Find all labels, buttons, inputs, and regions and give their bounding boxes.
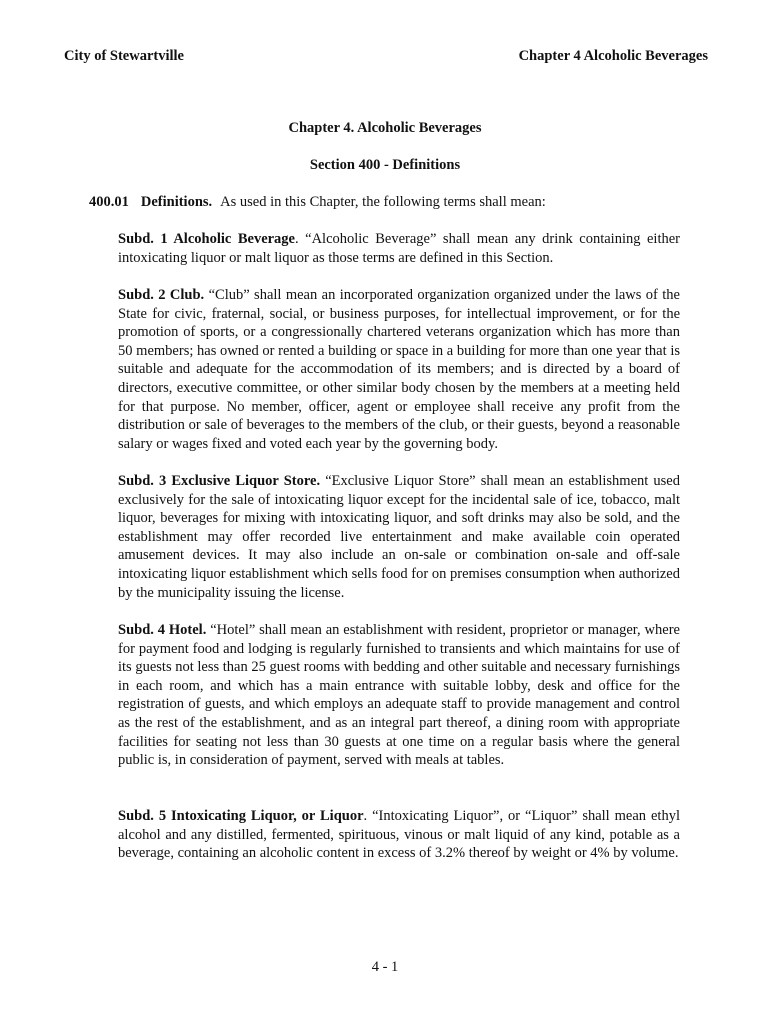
subdivision-alcoholic-beverage (118, 230, 680, 267)
intro-text: As used in this Chapter, the following terms shall mean: (220, 194, 546, 210)
subdivision-label: Subd. 3 Exclusive Liquor Store. (118, 473, 321, 489)
subdivision-text: . “Alcoholic Beverage” shall mean any drink containing either intoxicating liquor or malt liquor as those terms are defined in this Section. (118, 231, 680, 266)
header-chapter: Chapter 4 Alcoholic Beverages (518, 48, 708, 64)
subdivision-label: Subd. 2 Club. (118, 287, 205, 303)
section-number: 400.01 (89, 194, 129, 210)
subdivision-exclusive-liquor-store (118, 472, 680, 602)
definitions-term: Definitions. (140, 194, 213, 210)
subdivision-label: Subd. 1 Alcoholic Beverage (118, 231, 295, 247)
subdivision-club (118, 286, 680, 453)
running-header (64, 47, 708, 65)
subdivision-text: “Club” shall mean an incorporated organization organized under the laws of the State for civic, fraternal, social, or business purposes, for intellectual improvement, or for the promotion of sports, or a congressionally chartered veterans organization which has more than 50 members; has owned or rented a building or space in a building for more than one year that is suitable and adequate for the accommodation of its members; and is directed by a board of directors, executive committee, or other similar body chosen by the members at a meeting held for that purpose. No member, officer, agent or employee shall receive any profit from the distribution or sale of beverages to the members of the club, or their guests, beyond a reasonable salary or wages fixed and voted each year by the governing body. (118, 287, 680, 452)
definitions-intro (89, 193, 689, 212)
page-number: 4 - 1 (371, 959, 399, 975)
subdivision-hotel (118, 621, 680, 770)
subdivision-text: “Exclusive Liquor Store” shall mean an establishment used exclusively for the sale of intoxicating liquor except for the incidental sale of ice, tobacco, malt liquor, beverages for mixing with intoxicating liquor, and soft drinks may also be sold, and the establishment may offer recorded live entertainment and make available coin operated amusement devices. It may also include an on-sale or combination on-sale and off-sale intoxicating liquor establishment which sells food for on premises consumption when authorized by the municipality issuing the license. (118, 473, 680, 601)
subdivision-label: Subd. 4 Hotel. (118, 622, 207, 638)
subdivision-label: Subd. 5 Intoxicating Liquor, or Liquor (118, 808, 364, 824)
subdivision-text: “Hotel” shall mean an establishment with resident, proprietor or manager, where for payment food and lodging is regularly furnished to transients and which maintains for use of its guests not less than 25 guest rooms with bedding and other suitable and necessary furnishings in each room, and which has a main entrance with suitable lobby, desk and office for the registration of guests, and which employs an adequate staff to provide management and control as the rest of the establishment, and as an integral part thereof, a dining room with appropriate facilities for seating not less than 30 guests at one time on a regular basis where the general public is, in consideration of payment, served with meals at tables. (118, 622, 680, 769)
subdivision-text: . “Intoxicating Liquor”, or “Liquor” shall mean ethyl alcohol and any distilled, fermented, spirituous, vinous or malt liquid of any kind, potable as a beverage, containing an alcoholic content in excess of 3.2% thereof by weight or 4% by volume. (118, 808, 680, 862)
header-city: City of Stewartville (64, 48, 184, 64)
subdivision-intoxicating-liquor (118, 807, 680, 863)
chapter-title: Chapter 4. Alcoholic Beverages (288, 120, 482, 136)
section-title: Section 400 - Definitions (309, 157, 461, 173)
